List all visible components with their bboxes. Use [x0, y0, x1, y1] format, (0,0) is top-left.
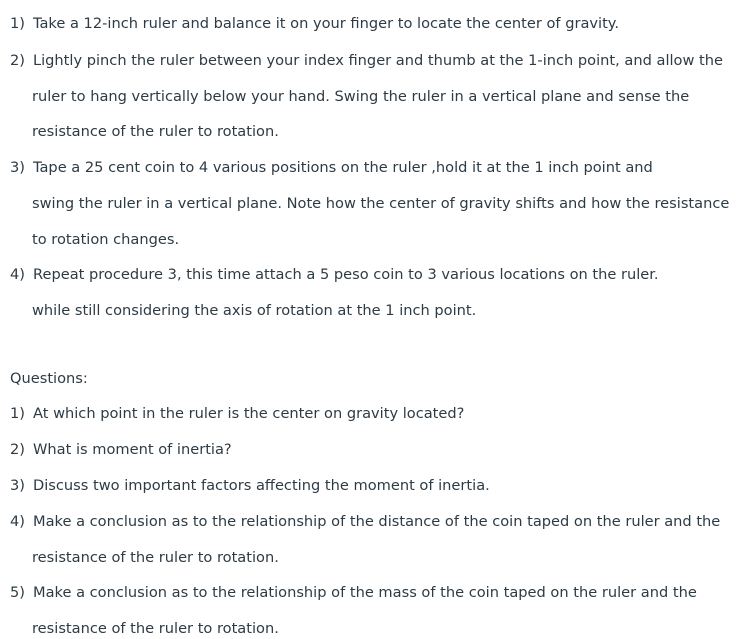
procedure-4	[10, 265, 659, 285]
question-5-line-1: Make a conclusion as to the relationship of the mass of the coin taped on the ruler and the	[32, 584, 697, 601]
question-2-number: 2)	[10, 441, 25, 458]
questions-heading: Questions:	[10, 370, 88, 387]
procedure-4-number: 4)	[10, 266, 25, 283]
question-1	[10, 404, 464, 424]
question-1-number: 1)	[10, 405, 25, 422]
question-2-line-1: What is moment of inertia?	[32, 441, 232, 458]
question-1-line-1: At which point in the ruler is the center on gravity located?	[32, 405, 465, 422]
procedure-1	[10, 14, 619, 34]
procedure-1-number: 1)	[10, 15, 25, 32]
question-3	[10, 476, 490, 496]
procedure-2-line-3: resistance of the ruler to rotation.	[32, 123, 279, 140]
procedure-3-line-2: swing the ruler in a vertical plane. Note how the center of gravity shifts and how the resistance	[32, 195, 730, 212]
question-4-line-2: resistance of the ruler to rotation.	[32, 549, 279, 566]
procedure-4-line-1: Repeat procedure 3, this time attach a 5 peso coin to 3 various locations on the ruler.	[32, 266, 659, 283]
procedure-2-line-1: Lightly pinch the ruler between your index finger and thumb at the 1-inch point, and allow the	[32, 52, 724, 69]
question-3-number: 3)	[10, 477, 25, 494]
procedure-1-line-1: Take a 12-inch ruler and balance it on your finger to locate the center of gravity.	[32, 15, 620, 32]
procedure-2	[10, 51, 723, 71]
question-5	[10, 583, 697, 603]
procedure-3-line-3: to rotation changes.	[32, 231, 180, 248]
procedure-3-number: 3)	[10, 159, 25, 176]
procedure-3	[10, 158, 653, 178]
procedure-2-line-2: ruler to hang vertically below your hand. Swing the ruler in a vertical plane and sense the	[32, 88, 690, 105]
question-5-number: 5)	[10, 584, 25, 601]
question-4	[10, 512, 720, 532]
question-4-number: 4)	[10, 513, 25, 530]
procedure-3-line-1: Tape a 25 cent coin to 4 various positions on the ruler ,hold it at the 1 inch point and	[32, 159, 653, 176]
question-5-line-2: resistance of the ruler to rotation.	[32, 620, 279, 637]
question-4-line-1: Make a conclusion as to the relationship of the distance of the coin taped on the ruler and the	[32, 513, 721, 530]
question-3-line-1: Discuss two important factors affecting the moment of inertia.	[32, 477, 490, 494]
question-2	[10, 440, 232, 460]
procedure-2-number: 2)	[10, 52, 25, 69]
procedure-4-line-2: while still considering the axis of rotation at the 1 inch point.	[32, 302, 477, 319]
